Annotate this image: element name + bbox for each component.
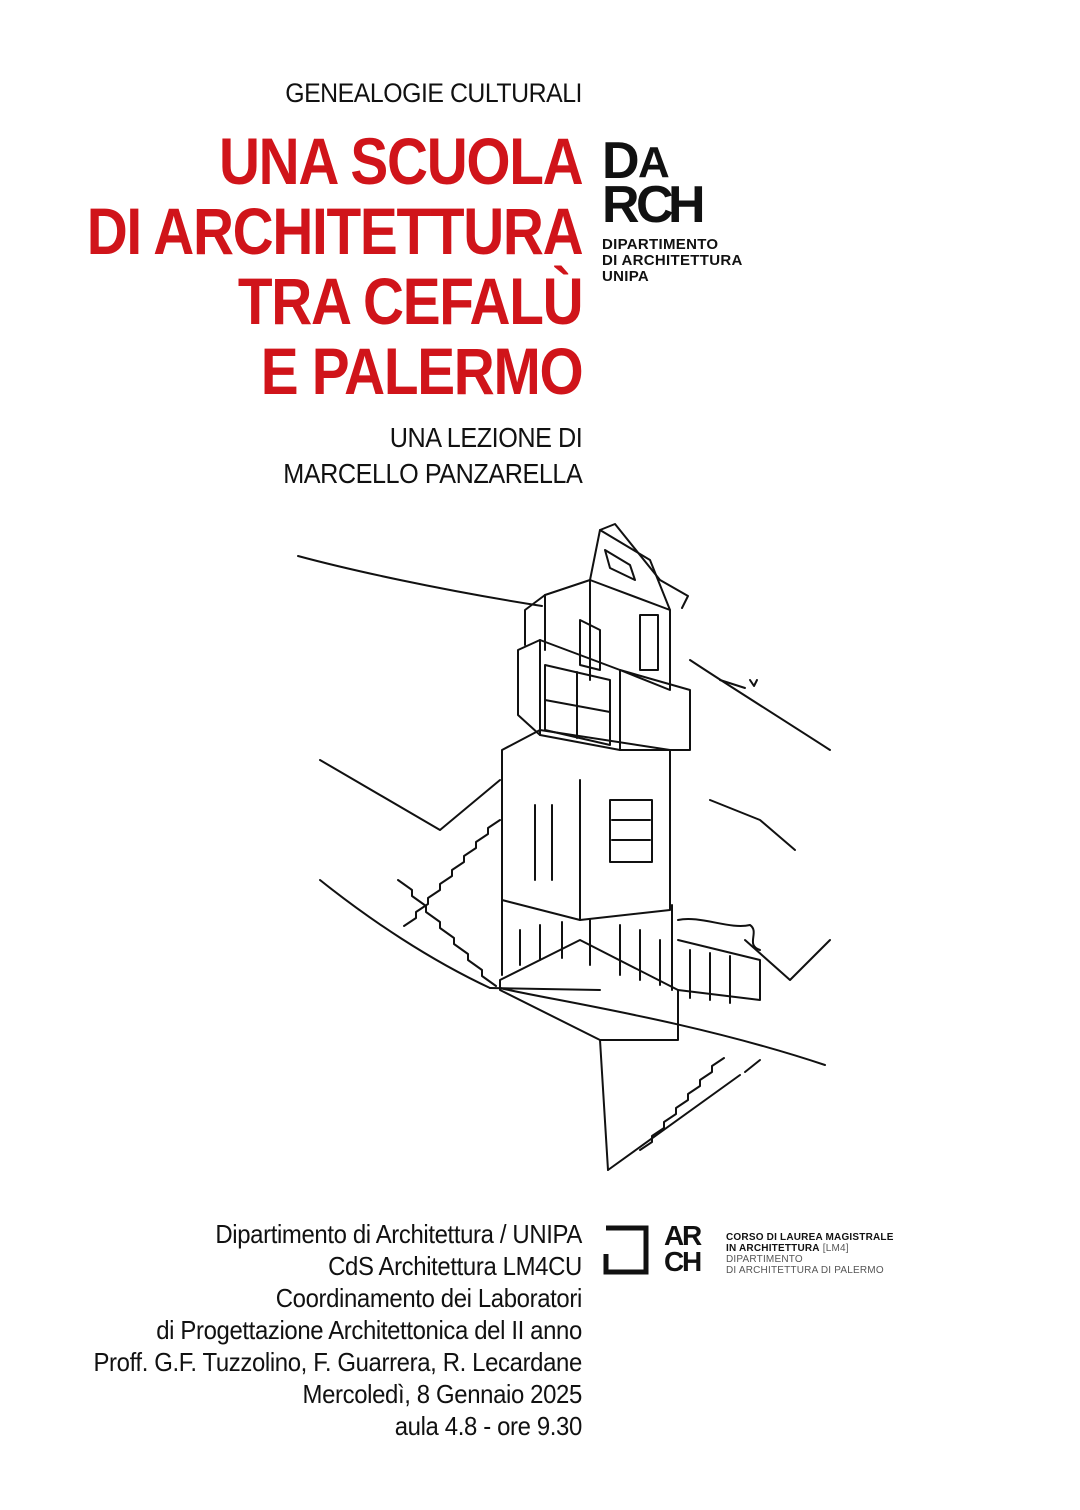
- course-department-line: DIPARTIMENTO: [726, 1254, 803, 1265]
- cdl-arch-logo: [602, 1222, 712, 1278]
- course-department-line: DI ARCHITETTURA DI PALERMO: [726, 1265, 884, 1276]
- department-line: DI ARCHITETTURA: [602, 252, 743, 269]
- kicker-heading: GENEALOGIE CULTURALI: [285, 78, 582, 108]
- logo-letter: H: [682, 1246, 700, 1277]
- poster-title: [86, 126, 582, 406]
- detail-line: Proff. G.F. Tuzzolino, F. Guarrera, R. Lecardane: [93, 1347, 582, 1377]
- square-frame-icon: [602, 1224, 650, 1276]
- logo-letter: H: [668, 176, 700, 234]
- logo-letter: A: [638, 138, 664, 187]
- event-date: Mercoledì, 8 Gennaio 2025: [302, 1379, 582, 1409]
- title-line: TRA CEFALÙ: [237, 264, 583, 338]
- department-line: UNIPA: [602, 268, 650, 285]
- logo-letter: D: [602, 132, 634, 190]
- title-line: DI ARCHITETTURA: [86, 194, 582, 268]
- detail-line: Dipartimento di Architettura / UNIPA: [215, 1219, 582, 1249]
- degree-course-name: [726, 1232, 894, 1276]
- lecturer-name: MARCELLO PANZARELLA: [282, 458, 582, 489]
- course-line-text: IN ARCHITETTURA: [726, 1243, 820, 1254]
- course-line: [726, 1243, 894, 1254]
- logo-letter: C: [636, 176, 668, 234]
- darch-logo: [602, 132, 712, 234]
- logo-letter: R: [682, 1220, 700, 1251]
- department-line: DIPARTIMENTO: [602, 236, 719, 253]
- title-line: UNA SCUOLA: [218, 124, 582, 198]
- event-details: [94, 1218, 582, 1442]
- department-name: [602, 237, 743, 285]
- course-line: CORSO DI LAUREA MAGISTRALE: [726, 1232, 894, 1243]
- detail-line: CdS Architettura LM4CU: [328, 1251, 582, 1281]
- lecturer-block: [283, 420, 582, 492]
- course-code: [LM4]: [822, 1243, 849, 1254]
- detail-line: di Progettazione Architettonica del II anno: [156, 1315, 582, 1345]
- detail-line: Coordinamento dei Laboratori: [275, 1283, 582, 1313]
- logo-letter: R: [602, 176, 634, 234]
- architectural-sketch-tower-icon: [290, 520, 850, 1180]
- title-line: E PALERMO: [260, 334, 582, 408]
- logo-letter: C: [664, 1246, 682, 1277]
- event-room-time: aula 4.8 - ore 9.30: [394, 1411, 582, 1441]
- lecture-line: UNA LEZIONE DI: [389, 422, 582, 453]
- logo-letter: A: [664, 1220, 682, 1251]
